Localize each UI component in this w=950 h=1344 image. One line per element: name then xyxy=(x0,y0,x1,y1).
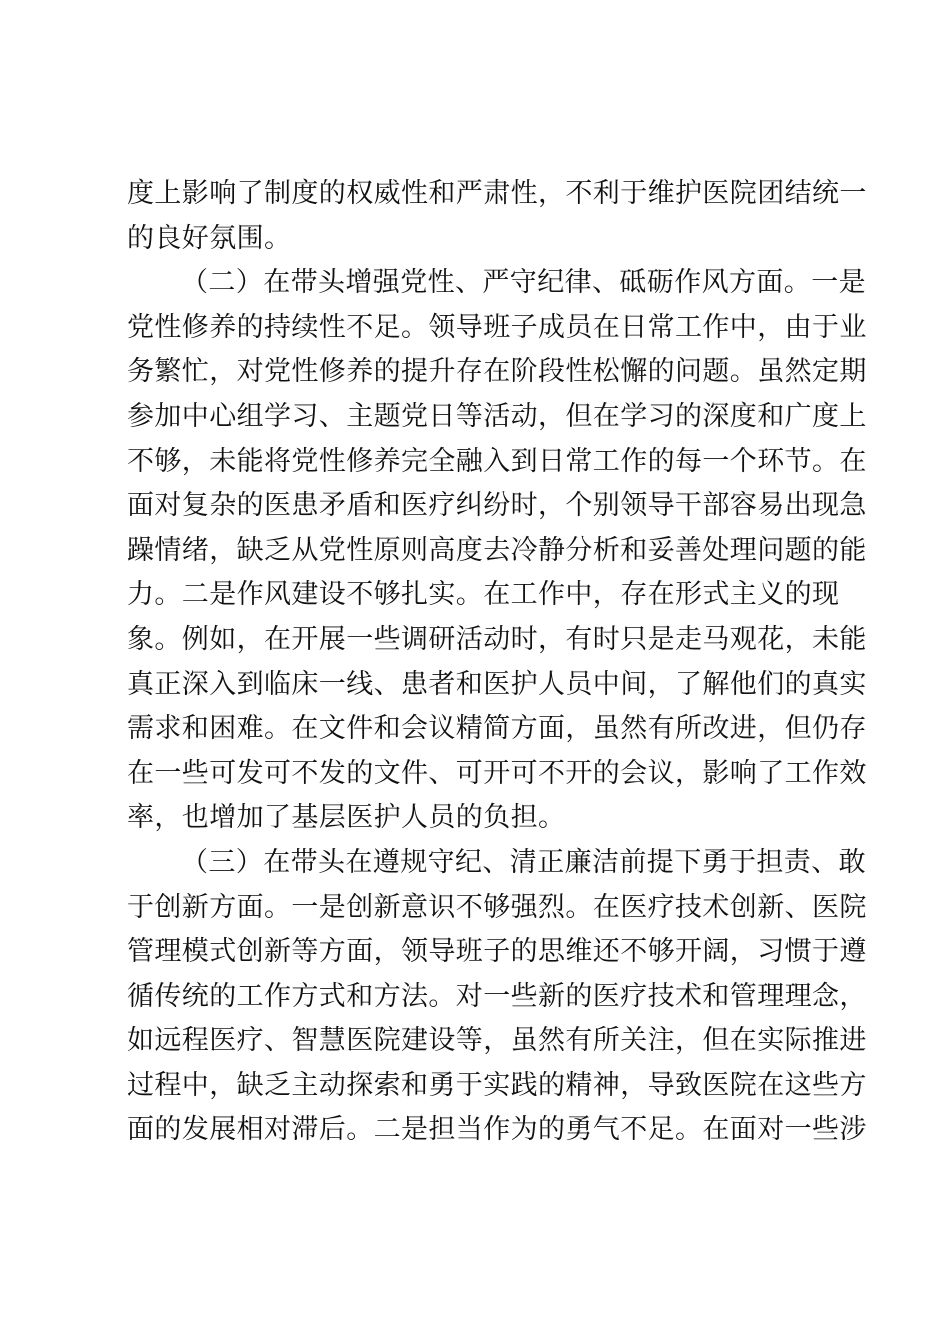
section-heading-line: （三）在带头在遵规守纪、清正廉洁前提下勇于担责、敢 xyxy=(181,846,866,878)
text-line: 需求和困难。在文件和会议精简方面，虽然有所改进，但仍存 xyxy=(127,713,867,745)
text-line: 率，也增加了基层医护人员的负担。 xyxy=(127,802,566,834)
text-line: 在一些可发可不发的文件、可开可不开的会议，影响了工作效 xyxy=(127,757,867,789)
text-line: 过程中，缺乏主动探索和勇于实践的精神，导致医院在这些方 xyxy=(127,1069,867,1101)
text-line: 躁情绪，缺乏从党性原则高度去冷静分析和妥善处理问题的能 xyxy=(127,534,867,566)
text-line: 真正深入到临床一线、患者和医护人员中间，了解他们的真实 xyxy=(127,668,867,700)
section-heading-line: （二）在带头增强党性、严守纪律、砥砺作风方面。一是 xyxy=(181,267,866,299)
text-line: 不够，未能将党性修养完全融入到日常工作的每一个环节。在 xyxy=(127,445,867,477)
text-line: 参加中心组学习、主题党日等活动，但在学习的深度和广度上 xyxy=(127,400,867,432)
text-line: 管理模式创新等方面，领导班子的思维还不够开阔，习惯于遵 xyxy=(127,936,867,968)
text-line: 如远程医疗、智慧医院建设等，虽然有所关注，但在实际推进 xyxy=(127,1025,867,1057)
text-line: 度上影响了制度的权威性和严肃性，不利于维护医院团结统一 xyxy=(127,178,867,209)
text-line: 象。例如，在开展一些调研活动时，有时只是走马观花，未能 xyxy=(127,623,867,655)
text-line: 的良好氛围。 xyxy=(127,222,292,254)
text-line: 循传统的工作方式和方法。对一些新的医疗技术和管理理念， xyxy=(127,980,867,1012)
text-line: 面对复杂的医患矛盾和医疗纠纷时，个别领导干部容易出现急 xyxy=(127,490,867,522)
text-line: 力。二是作风建设不够扎实。在工作中，存在形式主义的现 xyxy=(127,579,840,611)
text-line: 于创新方面。一是创新意识不够强烈。在医疗技术创新、医院 xyxy=(127,891,867,923)
text-line: 党性修养的持续性不足。领导班子成员在日常工作中，由于业 xyxy=(127,311,867,343)
text-line: 务繁忙，对党性修养的提升存在阶段性松懈的问题。虽然定期 xyxy=(127,356,867,388)
text-line: 面的发展相对滞后。二是担当作为的勇气不足。在面对一些涉 xyxy=(127,1114,867,1146)
document-body xyxy=(127,172,867,1153)
